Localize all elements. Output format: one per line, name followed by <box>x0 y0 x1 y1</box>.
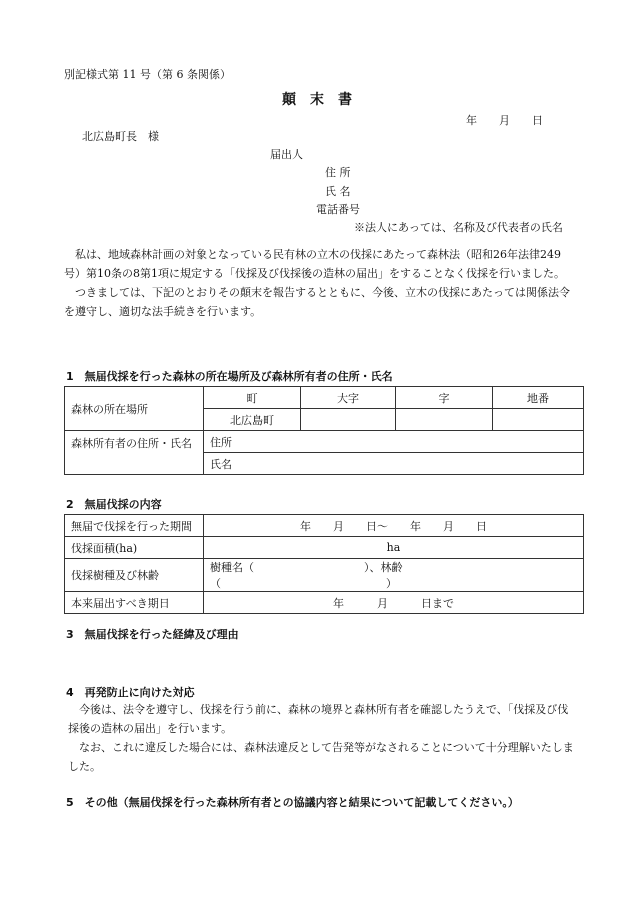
prevention-paragraphs <box>68 700 574 776</box>
chiban-value[interactable] <box>493 409 584 431</box>
applicant-label: 届出人 <box>270 148 303 161</box>
owner-label: 森林所有者の住所・氏名 <box>65 431 204 475</box>
town-value: 北広島町 <box>204 409 301 431</box>
date-line: 年 月 日 <box>466 114 543 127</box>
section2-heading: 2 無届伐採の内容 <box>66 498 162 511</box>
section3-heading: 3 無届伐採を行った経緯及び理由 <box>66 628 239 641</box>
statement-paragraph-2: つきましては、下記のとおりその顛末を報告するとともに、今後、立木の伐採にあたっては関係法令を遵守し、適切な法手続きを行います。 <box>64 286 570 318</box>
deadline-field[interactable]: 年 月 日まで <box>204 592 584 614</box>
prevention-paragraph-2: なお、これに違反した場合には、森林法違反として告発等がなされることについて十分理解いたしました。 <box>68 741 574 773</box>
deadline-label: 本来届出すべき期日 <box>65 592 204 614</box>
col-aza: 字 <box>396 387 493 409</box>
col-chiban: 地番 <box>493 387 584 409</box>
owner-name-field[interactable]: 氏名 <box>204 453 584 475</box>
area-label: 伐採面積(ha) <box>65 537 204 559</box>
location-owner-table <box>64 386 584 475</box>
area-field[interactable]: ha <box>204 537 584 559</box>
species-field[interactable]: 樹種名（ ）、林齢（ ） <box>204 559 584 592</box>
col-town: 町 <box>204 387 301 409</box>
owner-address-field[interactable]: 住所 <box>204 431 584 453</box>
prevention-paragraph-1: 今後は、法令を遵守し、伐採を行う前に、森林の境界と森林所有者を確認したうえで、「伐採及び伐採後の造林の届出」を行います。 <box>68 703 569 735</box>
form-number: 別記様式第 11 号（第 6 条関係） <box>64 68 231 81</box>
period-field[interactable]: 年 月 日～ 年 月 日 <box>204 515 584 537</box>
section5-heading: 5 その他（無届伐採を行った森林所有者との協議内容と結果について記載してください。） <box>66 796 519 809</box>
species-label: 伐採樹種及び林齢 <box>65 559 204 592</box>
corporation-note: ※法人にあっては、名称及び代表者の氏名 <box>354 221 563 234</box>
addressee: 北広島町長 様 <box>82 130 159 143</box>
statement-paragraphs <box>64 245 574 321</box>
period-label: 無届で伐採を行った期間 <box>65 515 204 537</box>
section1-heading: 1 無届伐採を行った森林の所在場所及び森林所有者の住所・氏名 <box>66 370 393 383</box>
logging-details-table <box>64 514 584 614</box>
aza-value[interactable] <box>396 409 493 431</box>
col-oaza: 大字 <box>301 387 396 409</box>
statement-paragraph-1: 私は、地域森林計画の対象となっている民有林の立木の伐採にあたって森林法（昭和26年法律249号）第10条の8第1項に規定する「伐採及び伐採後の造林の届出」をすることなく伐採を行いました。 <box>64 248 565 280</box>
oaza-value[interactable] <box>301 409 396 431</box>
name-label: 氏 名 <box>325 185 351 198</box>
address-label: 住 所 <box>325 166 351 179</box>
phone-label: 電話番号 <box>316 203 360 216</box>
section4-heading: 4 再発防止に向けた対応 <box>66 686 195 699</box>
document-title: 顛 末 書 <box>282 92 352 108</box>
location-label: 森林の所在場所 <box>65 387 204 431</box>
